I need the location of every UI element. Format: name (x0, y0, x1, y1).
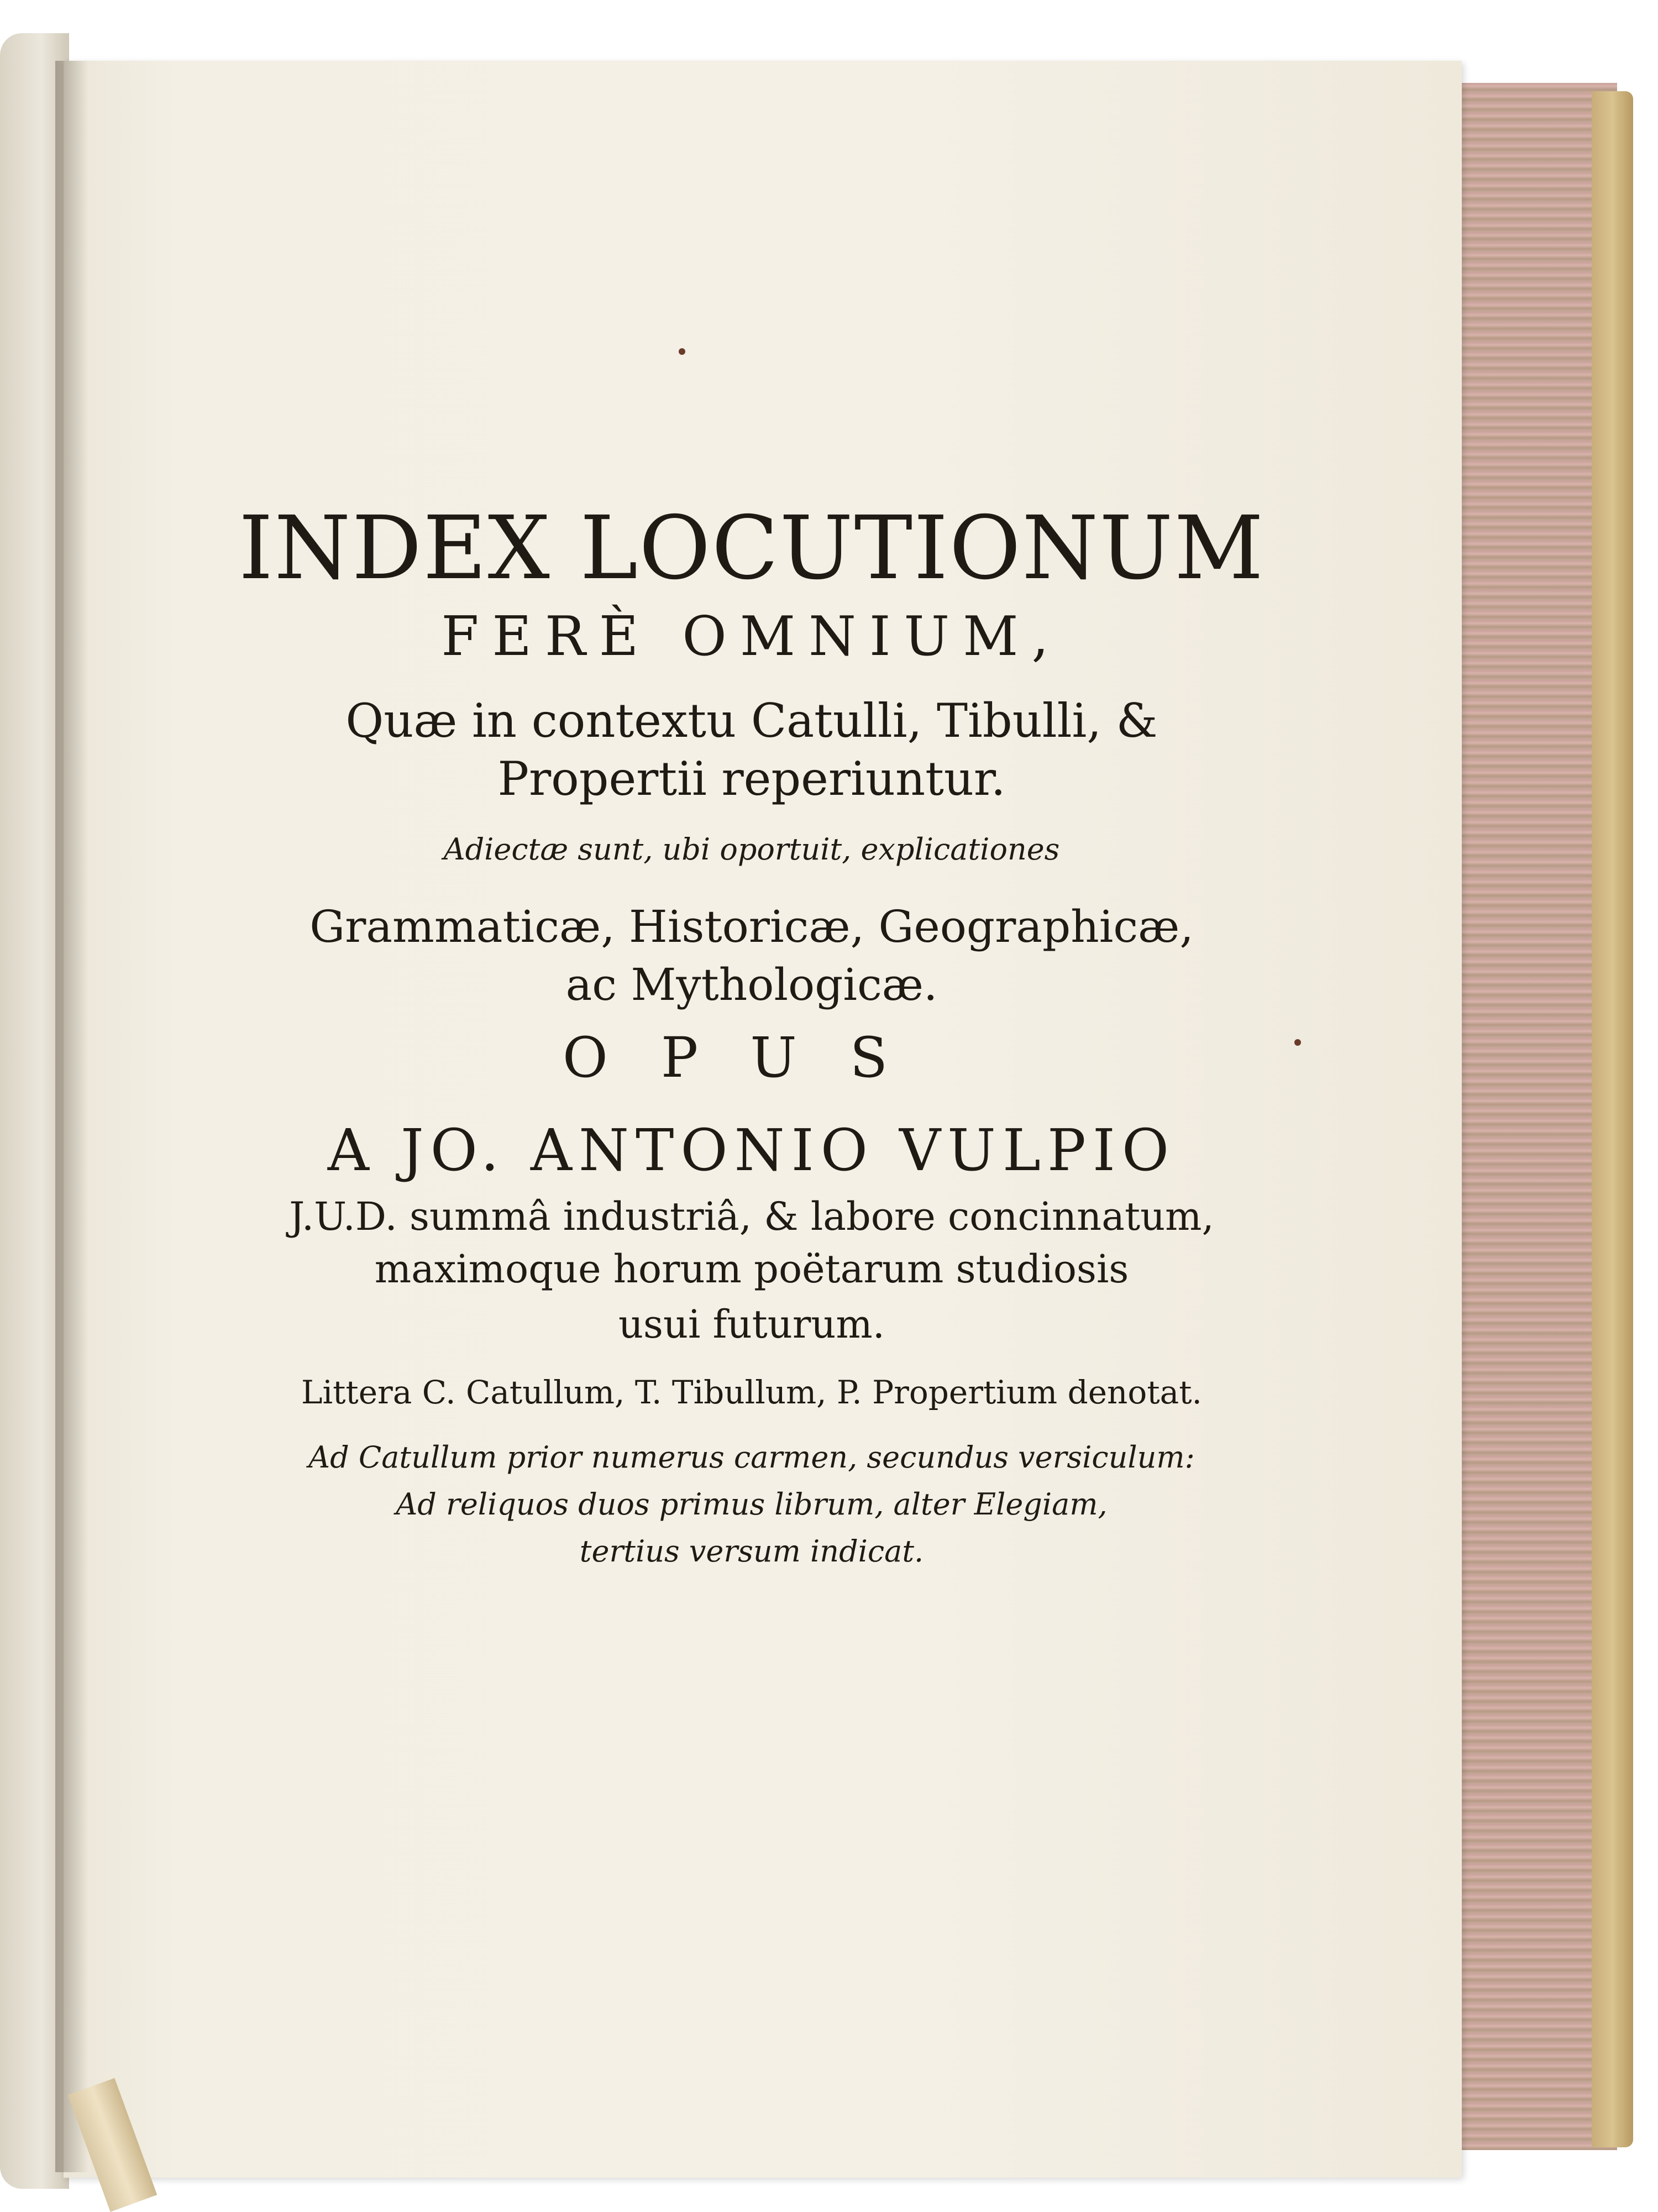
subtitle: FERÈ OMNIUM, (441, 605, 1062, 668)
author-description: maximoque horum poëtarum studiosis (374, 1246, 1129, 1292)
subtitle-line: Propertii reperiuntur. (497, 752, 1006, 806)
numbering-note: Ad Catullum prior numerus carmen, secundus versiculum: (308, 1440, 1195, 1475)
abbreviation-note: Littera C. Catullum, T. Tibullum, P. Propertium denotat. (301, 1374, 1202, 1411)
description-line: Adiectæ sunt, ubi oportuit, explicationes (443, 832, 1060, 867)
description-line: ac Mythologicæ. (565, 959, 938, 1010)
subtitle-line: Quæ in contextu Catulli, Tibulli, & (345, 694, 1158, 748)
spine-shadow (55, 61, 88, 2172)
numbering-note: Ad reliquos duos primus librum, alter Elegiam, (396, 1487, 1108, 1522)
description-line: Grammaticæ, Historicæ, Geographicæ, (309, 901, 1194, 952)
opus-heading: OPUS (562, 1025, 941, 1090)
author-description: J.U.D. summâ industriâ, & labore concinnatum, (289, 1194, 1214, 1239)
author-description: usui futurum. (618, 1302, 885, 1347)
paper-spot (1294, 1039, 1301, 1046)
numbering-note: tertius versum indicat. (579, 1534, 924, 1569)
paper-spot (679, 348, 685, 355)
book-cover-edge (1592, 91, 1633, 2147)
author-line: A JO. ANTONIO VULPIO (327, 1117, 1176, 1184)
main-title: INDEX LOCUTIONUM (238, 497, 1265, 599)
